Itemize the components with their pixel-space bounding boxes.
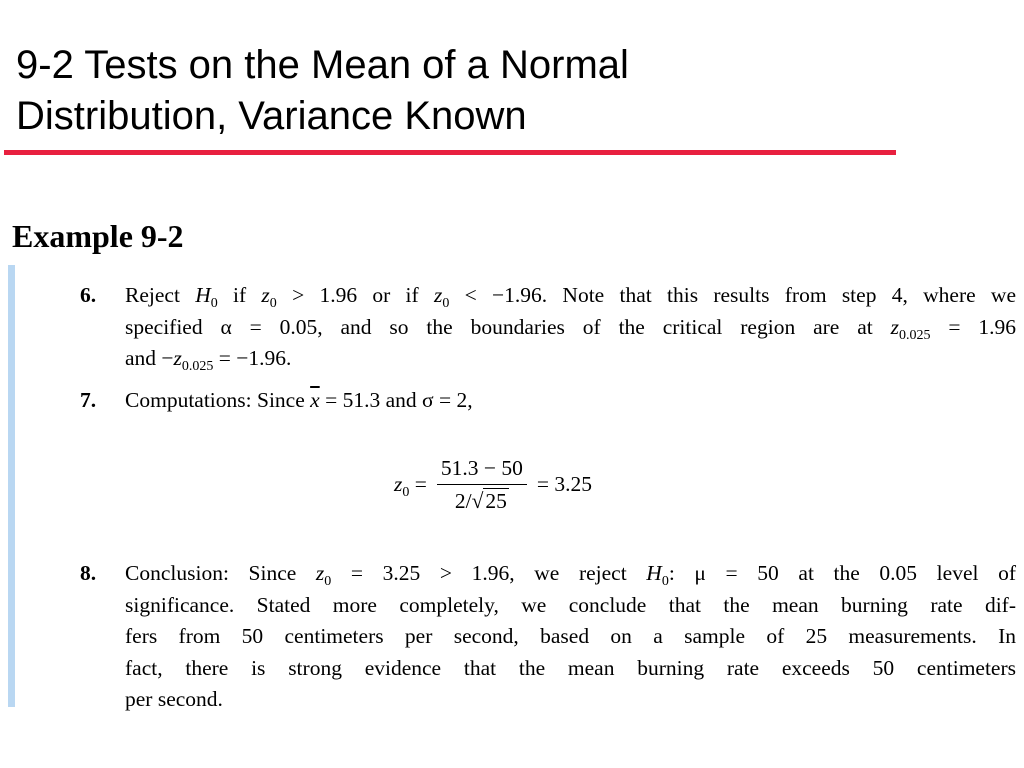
formula-numerator: 51.3 − 50 bbox=[437, 454, 527, 485]
formula-fraction bbox=[437, 454, 527, 515]
step-line: significance. Stated more completely, we conclude that the mean burning rate dif- bbox=[125, 592, 1016, 617]
example-heading: Example 9-2 bbox=[12, 218, 184, 254]
sqrt-icon: √ bbox=[471, 488, 484, 513]
step-line: fers from 50 centimeters per second, based on a sample of 25 measurements. In bbox=[125, 624, 1016, 648]
step-line: Computations: Since $\overline{x} = 51.3$ and σ = 2, bbox=[125, 388, 473, 412]
formula-denominator: 2/√25 bbox=[454, 488, 507, 513]
step-line: Conclusion: Since $z_0 = 3.25 > 1.96$, we reject $H_0$: μ = 50 at the 0.05 level of bbox=[125, 561, 1016, 589]
left-accent-bar bbox=[8, 265, 15, 707]
formula-lhs: $z_0$ = bbox=[394, 471, 427, 500]
z-statistic-formula bbox=[394, 446, 592, 522]
step-number: 8. bbox=[80, 561, 97, 585]
step-number: 6. bbox=[80, 283, 97, 307]
title-line-1: 9-2 Tests on the Mean of a Normal bbox=[16, 43, 629, 87]
step-text bbox=[125, 280, 1016, 375]
slide-title bbox=[16, 40, 896, 142]
title-underline bbox=[4, 150, 896, 155]
title-line-2: Distribution, Variance Known bbox=[16, 94, 527, 138]
step-line: specified α = 0.05, and so the boundaries of the critical region are at $z_{0.025} = 1.96$ bbox=[125, 314, 1016, 343]
step-text bbox=[125, 385, 1016, 417]
step-line: and $-z_{0.025} = -1.96$. bbox=[125, 346, 292, 374]
step-line: fact, there is strong evidence that the mean burning rate exceeds 50 centimeters bbox=[125, 655, 1016, 680]
step-line: per second. bbox=[125, 687, 223, 711]
formula-result: = 3.25 bbox=[536, 471, 593, 496]
step-line: Reject $H_0$ if $z_0 > 1.96$ or if $z_0 < -1.96$. Note that this results from step 4, where we bbox=[125, 283, 1016, 311]
step-number: 7. bbox=[80, 388, 97, 412]
step-text bbox=[125, 558, 1016, 716]
